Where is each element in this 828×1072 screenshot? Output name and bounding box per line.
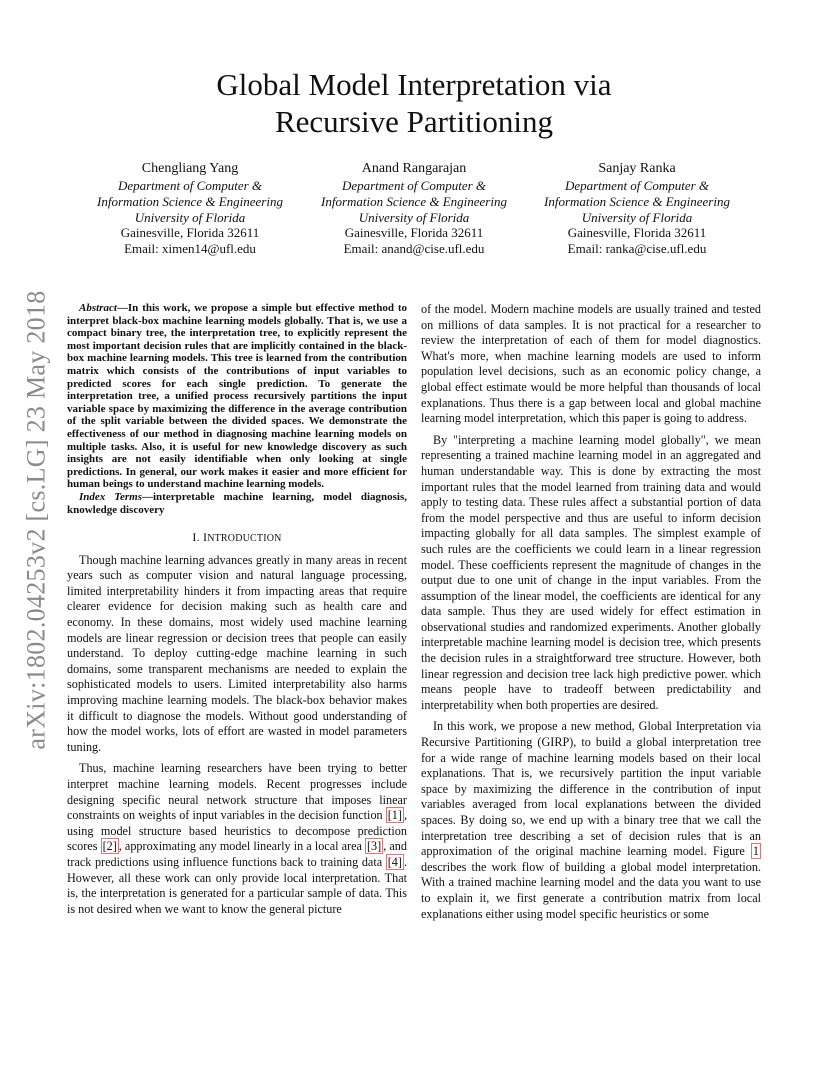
title-line-2: Recursive Partitioning xyxy=(274,104,554,139)
arxiv-identifier-text: arXiv:1802.04253v2 [cs.LG] 23 May 2018 xyxy=(22,290,51,750)
intro-paragraph-3: of the model. Modern machine models are usually trained and tested on millions of data samples. It is not practical for a researcher to review the interpretation of each of them for model diagnostics. What's more, when machine learning models are used to inform population level decisions, such as an economic policy change, a global effect estimate would be more helpful than thousands of local explanations. Thus there is a gap between local and global machine learning model interpretation, which this paper is going to address. xyxy=(421,302,761,426)
paragraph-text: describes the work flow of building a global model interpretation. With a trained machine learning model and the data you want to use to explain it, we first generate a contribution matrix from local explanations either using model specific heuristics or some xyxy=(421,859,761,921)
author-department: Information Science & Engineering xyxy=(97,193,283,209)
author-city: Gainesville, Florida 32611 xyxy=(344,225,484,241)
index-terms-label: Index Terms xyxy=(79,490,142,503)
author-city: Gainesville, Florida 32611 xyxy=(567,225,707,241)
citation-link[interactable]: [1] xyxy=(387,808,402,823)
author-city: Gainesville, Florida 32611 xyxy=(120,225,260,241)
left-column xyxy=(67,302,407,917)
author-block-3 xyxy=(522,160,752,257)
index-terms xyxy=(67,491,407,516)
citation-link[interactable]: [2] xyxy=(102,839,117,854)
paper-title xyxy=(0,66,828,140)
paragraph-text: , and track predictions using influence functions back to training data xyxy=(67,839,407,869)
paragraph-text: Thus, machine learning researchers have been trying to better interpret machine learning models. Recent progresses include designing specific neural network structure that imposes linear constraints on weights of input variables in the decision function xyxy=(67,761,407,823)
author-department: Information Science & Engineering xyxy=(544,193,730,209)
section-heading-introduction xyxy=(67,530,407,547)
figure-reference-link[interactable]: 1 xyxy=(752,844,759,859)
author-email: Email: ranka@cise.ufl.edu xyxy=(567,241,707,257)
author-block-2 xyxy=(299,160,529,257)
author-university: University of Florida xyxy=(358,209,470,225)
paragraph-text: . However, all these work can only provide local interpretation. That is, the interpretation is generated for a particular sample of data. This is not desired when we want to know the general picture xyxy=(67,854,407,916)
author-department: Department of Computer & xyxy=(564,178,710,193)
intro-paragraph-2 xyxy=(67,761,407,917)
author-name: Sanjay Ranka xyxy=(598,161,676,176)
section-title: NTRODUCTION xyxy=(207,533,282,545)
intro-paragraph-4: By "interpreting a machine learning model globally", we mean representing a trained machine learning model in an aggregated and human understandable way. This is done by extracting the most important rules that the model learned from training data and would apply to testing data. These rules affect a substantial portion of data from the model perspective and thus are useful to inform decision impacting globally for all data samples. The simplest example of such rules are the coefficients we could learn in a linear regression model. These coefficients represent the magnitude of changes in the output due to one unit of change in the input variables. From the assumption of the linear model, the coefficients are identical for any data sample. Thus they are used widely for effect estimation in observational studies and randomized experiments. Another globally interpretable machine learning model is decision tree, which presents the decision rules in a straightforward tree structure. However, both linear regression and decision tree lack high predictive power. which means people have to tradeoff between predictability and interpretability when both properties are desired. xyxy=(421,432,761,712)
paragraph-text: , using model structure based heuristics to decompose prediction scores xyxy=(67,808,407,854)
author-department: Information Science & Engineering xyxy=(321,193,507,209)
abstract-label: Abstract xyxy=(79,302,117,314)
author-email: Email: anand@cise.ufl.edu xyxy=(343,241,485,257)
author-email: Email: ximen14@ufl.edu xyxy=(124,241,256,257)
citation-link[interactable]: [4] xyxy=(387,854,402,869)
author-department: Department of Computer & xyxy=(117,178,263,193)
abstract-text: —In this work, we propose a simple but effective method to interpret black-box machine learning models globally. That is, we use a compact binary tree, the interpretation tree, to explicitly represent the most important decision rules that are implicitly contained in the black-box machine learning models. This tree is learned from the contribution matrix which consists of the contributions of input variables to predicted scores for each single prediction. To generate the interpretation tree, a unified process recursively partitions the input variable space by maximizing the difference in the average contribution of the split variable between the divided spaces. We demonstrate the effectiveness of our method in diagnosing machine learning models on multiple tasks. Also, it is useful for new knowledge discovery as such insights are not easily identifiable when only looking at single predictions. In general, our work makes it easier and more efficient for human beings to understand machine learning models. xyxy=(67,302,407,491)
index-terms-text: —interpretable machine learning, model diagnosis, knowledge discovery xyxy=(67,490,407,516)
abstract xyxy=(67,302,407,491)
author-university: University of Florida xyxy=(134,209,246,225)
author-block-1 xyxy=(75,160,305,257)
author-department: Department of Computer & xyxy=(341,178,487,193)
right-column xyxy=(421,302,761,922)
intro-paragraph-1: Though machine learning advances greatly in many areas in recent years such as computer vision and natural language processing, limited interpretability hinders it from impacting areas that require clearer evidence for decision making such as health care and economy. In these domains, most widely used machine learning models are linear regression or decision trees that people can easily understand. To deploy cutting-edge machine learning in such domains, some transparent mechanisms are needed to explain the sophisticated models to users. Limited interpretability also harms improving machine learning models. The black-box behavior makes it difficult to diagnose the models. Without good understanding of how the model works, lots of effort are wasted in model parameters tuning. xyxy=(67,552,407,754)
author-name: Anand Rangarajan xyxy=(361,161,467,176)
author-university: University of Florida xyxy=(581,209,693,225)
citation-link[interactable]: [3] xyxy=(367,839,382,854)
paragraph-text: , approximating any model linearly in a local area xyxy=(118,839,365,854)
paragraph-text: In this work, we propose a new method, Global Interpretation via Recursive Partitioning (GIRP), to build a global interpretation tree for a wide range of machine learning models based on their local explanations. That is, we recursively partition the input variable space by maximizing the difference in the contribution of input variables averaged from local explanations between the divided spaces. By doing so, we end up with a binary tree that we call the interpretation tree describing a set of decision rules that is an approximation of the original machine learning model. Figure xyxy=(421,719,761,859)
intro-paragraph-5 xyxy=(421,719,761,922)
author-name: Chengliang Yang xyxy=(141,161,239,176)
section-number: I. I xyxy=(192,530,208,545)
arxiv-identifier-stamp xyxy=(22,270,52,770)
title-line-1: Global Model Interpretation via xyxy=(216,67,612,102)
